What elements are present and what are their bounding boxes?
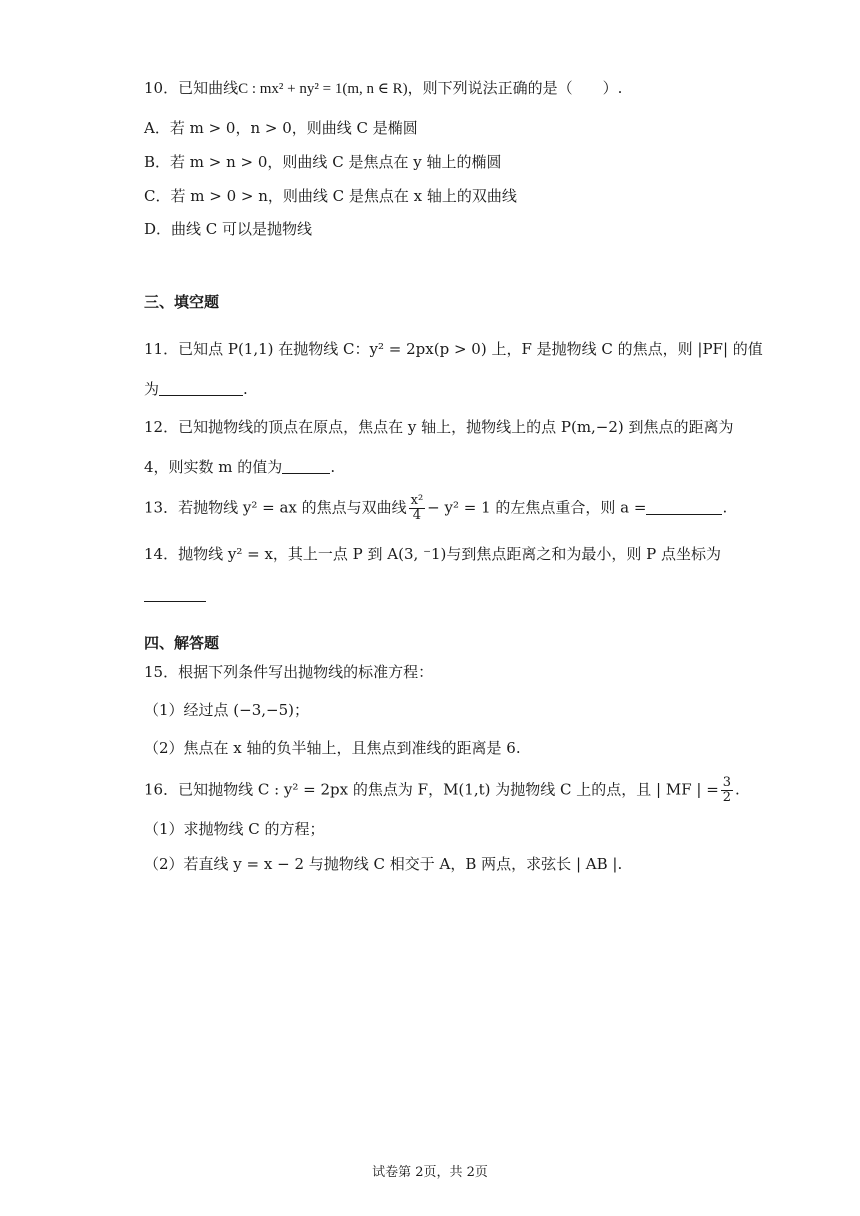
q13-pre: 13．若抛物线 y² = ax 的焦点与双曲线 xyxy=(144,498,407,517)
q13-post: − y² = 1 的左焦点重合，则 a = xyxy=(427,498,647,517)
q11-line2-pre: 为 xyxy=(144,380,160,398)
q15-part-2: （2）焦点在 x 轴的负半轴上，且焦点到准线的距离是 6. xyxy=(144,739,521,757)
question-14-line2 xyxy=(144,584,206,606)
q16-fraction-denominator: 2 xyxy=(722,790,732,805)
question-12-line1: 12．已知抛物线的顶点在原点，焦点在 y 轴上，抛物线上的点 P(m,−2) 到焦点的距离为 xyxy=(144,418,734,436)
q10-curve-equation: C : mx² + ny² = 1(m, n ∈ R) xyxy=(238,81,408,97)
q10-option-a: A．若 m > 0，n > 0，则曲线 C 是椭圆 xyxy=(144,119,418,137)
q15-part-1: （1）经过点 (−3,−5)； xyxy=(144,701,310,719)
question-12-line2 xyxy=(144,456,335,478)
q13-fraction-numerator: x² xyxy=(410,493,424,508)
q11-answer-blank[interactable] xyxy=(159,381,243,396)
q16-fraction-numerator: 3 xyxy=(722,775,732,790)
q10-option-b: B．若 m > n > 0，则曲线 C 是焦点在 y 轴上的椭圆 xyxy=(144,153,502,171)
question-10-stem xyxy=(144,77,622,100)
question-11-line2 xyxy=(144,378,248,400)
q13-fraction-denominator: 4 xyxy=(412,508,422,523)
question-16-stem xyxy=(144,776,740,805)
q14-answer-blank[interactable] xyxy=(144,587,206,602)
q16-end: . xyxy=(735,780,740,799)
section-heading-fill-in: 三、填空题 xyxy=(144,293,220,311)
q12-answer-blank[interactable] xyxy=(282,459,330,474)
q16-pre: 16．已知抛物线 C : y² = 2px 的焦点为 F，M(1,t) 为抛物线 C 上的点，且 | MF | = xyxy=(144,780,719,799)
q16-fraction xyxy=(721,776,733,805)
q13-fraction xyxy=(409,494,426,523)
question-13 xyxy=(144,494,727,523)
q13-end: . xyxy=(722,498,728,517)
question-15-stem: 15．根据下列条件写出抛物线的标准方程： xyxy=(144,663,434,681)
q12-line2-post: . xyxy=(330,458,336,476)
q16-part-2: （2）若直线 y = x − 2 与抛物线 C 相交于 A，B 两点，求弦长 | AB |. xyxy=(144,855,623,873)
q13-answer-blank[interactable] xyxy=(646,500,722,515)
page-footer: 试卷第 2页，共 2页 xyxy=(372,1165,488,1180)
question-14-line1: 14．抛物线 y² = x，其上一点 P 到 A(3, ⁻1)与到焦点距离之和为最小，则 P 点坐标为 xyxy=(144,545,722,563)
q16-part-1: （1）求抛物线 C 的方程； xyxy=(144,820,325,838)
q10-option-d: D．曲线 C 可以是抛物线 xyxy=(144,220,313,238)
q10-stem-pre: 10．已知曲线 xyxy=(144,79,239,97)
q12-line2-pre: 4，则实数 m 的值为 xyxy=(144,458,283,476)
q11-line2-post: . xyxy=(243,380,248,398)
q10-stem-post: ，则下列说法正确的是（ ）. xyxy=(407,79,623,97)
section-heading-solve: 四、解答题 xyxy=(144,634,220,652)
q10-option-c: C．若 m > 0 > n，则曲线 C 是焦点在 x 轴上的双曲线 xyxy=(144,187,517,205)
question-11-line1: 11．已知点 P(1,1) 在抛物线 C：y² = 2px(p > 0) 上，F 是抛物线 C 的焦点，则 |PF| 的值 xyxy=(144,340,763,358)
